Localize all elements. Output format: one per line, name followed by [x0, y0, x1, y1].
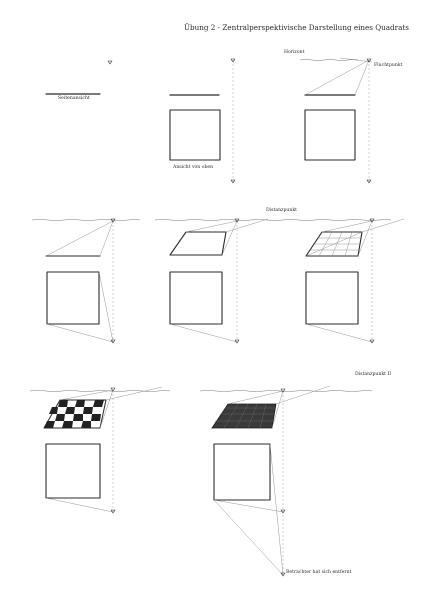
figure-1-side-view: [46, 61, 112, 94]
figure-6-grid: [306, 219, 404, 343]
eye-mark-icon: [108, 61, 112, 64]
label-top-view: Ansicht von oben: [173, 165, 214, 170]
label-distance-point: Distanzpunkt: [266, 208, 297, 213]
figure-2-top-view: [170, 59, 235, 183]
figure-7-checkerboard: [44, 387, 162, 513]
label-horizon: Horizont: [284, 50, 305, 55]
page-title: Übung 2 - Zentralperspektivische Darstellung eines Quadrats: [184, 23, 409, 32]
figure-8-distance-point-2: [212, 386, 330, 576]
figure-4-perspective-lines: [46, 219, 115, 343]
figure-5-perspective-square: [170, 219, 268, 343]
horizon-row-3: [30, 391, 372, 392]
horizon-row-2: [32, 220, 391, 221]
label-side-view: Seitenansicht: [58, 96, 90, 101]
label-distance-point-2: Distanzpunkt II: [355, 372, 392, 377]
eye-mark-icon: [111, 388, 115, 391]
figure-3-vanishing-point: [300, 58, 372, 183]
label-viewer-moved: Betrachter hat sich entfernt: [286, 570, 352, 575]
label-vanishing-point: Fluchtpunkt: [374, 63, 403, 68]
